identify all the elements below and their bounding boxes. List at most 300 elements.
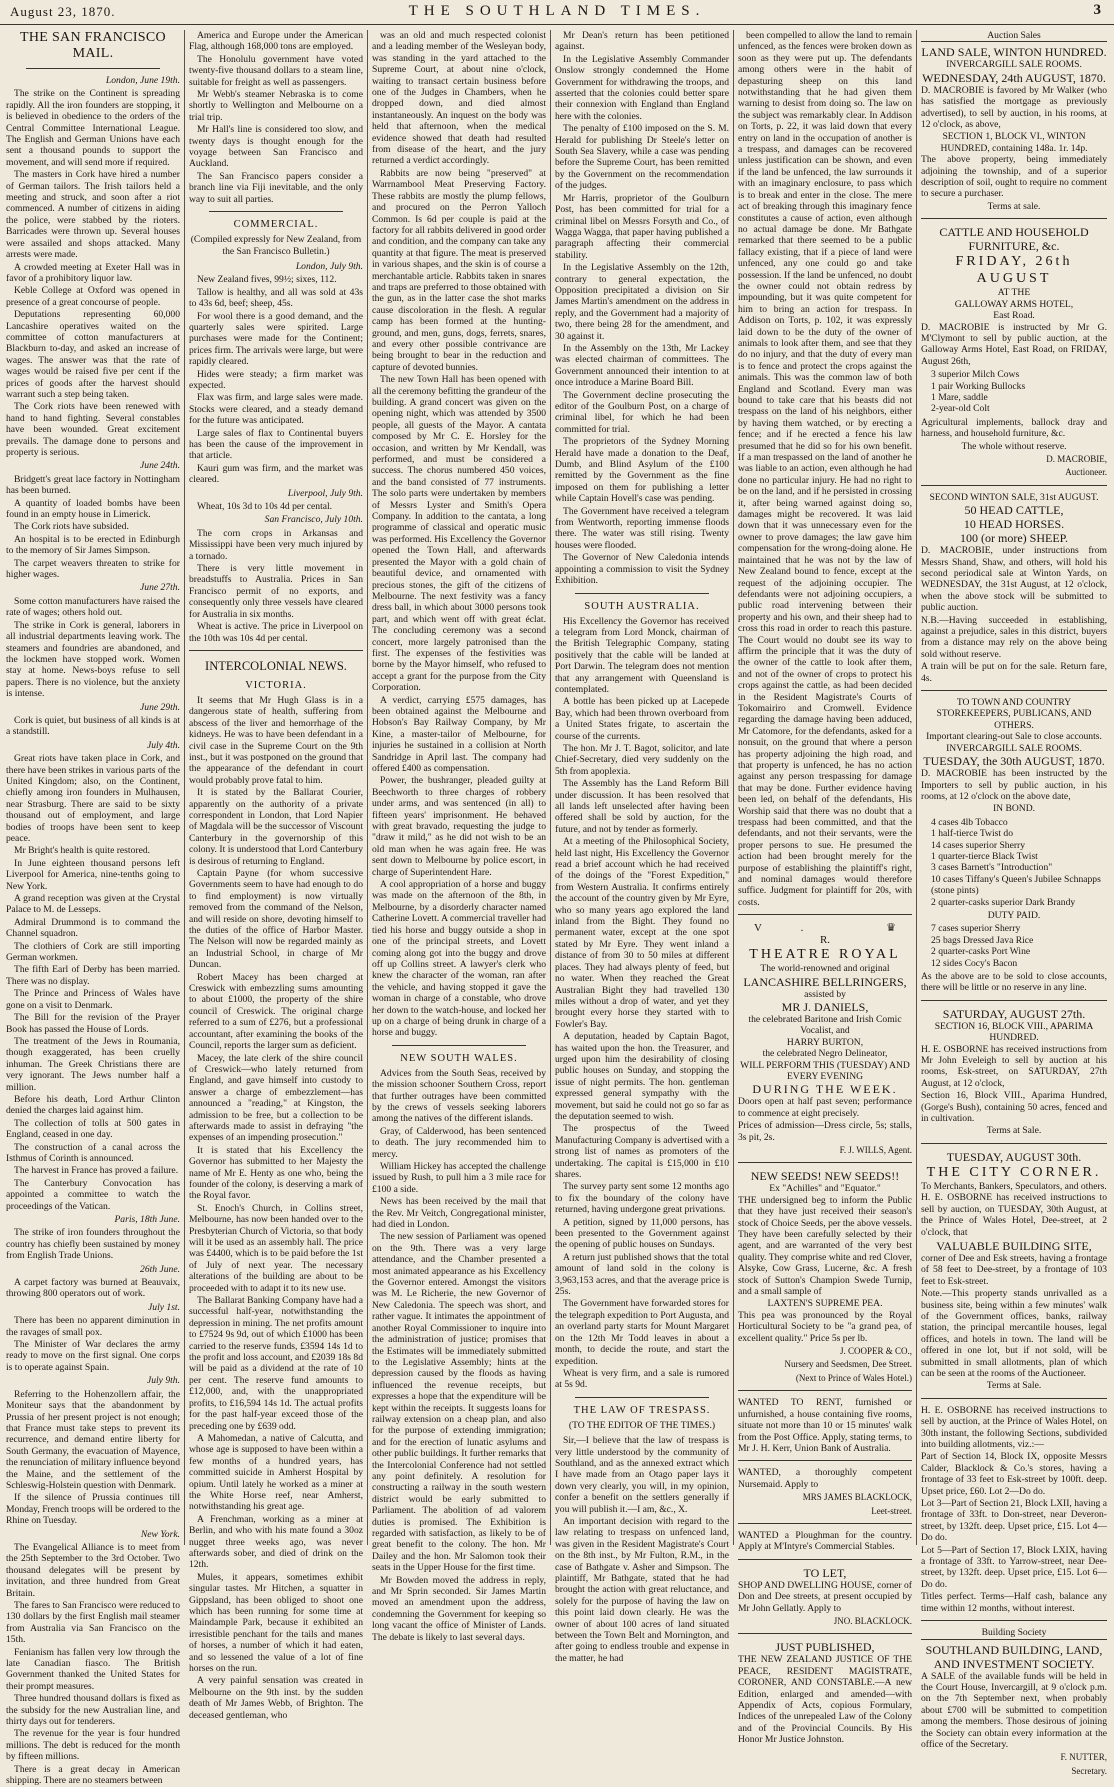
paragraph: Robert Macey has been charged at Creswick with embezzling sums amounting to about £1000, the property of the shire council of Creswick. The original charge referred to a sum of £276, but a professional accountant, after examining the books of the Council, reports the larger sum as deficient. bbox=[189, 971, 363, 1052]
seeds-sub: Ex "Achilles" and "Equator." bbox=[769, 1183, 881, 1195]
page-number: 3 bbox=[1093, 2, 1102, 18]
paragraph: The Government have forwarded stores for the telegraph expedition to Port Augusta, and an overland party starts for Mount Margaret on the 12th Mr Todd leaves in about a month, to decide the route, and start the expedition. bbox=[555, 1298, 729, 1367]
divider bbox=[575, 593, 709, 594]
section-title: VICTORIA. bbox=[245, 679, 307, 691]
theatre-line: the celebrated Baritone and Irish Comic Vocalist, and bbox=[748, 1013, 902, 1037]
paragraph: The strike of iron founders throughout the country has chiefly been sustained by money from English Trade Unions. bbox=[6, 1227, 180, 1262]
section-header: Building Society bbox=[921, 1627, 1107, 1639]
paragraph: Hides were steady; a firm market was expected. bbox=[189, 368, 363, 391]
ad-line: Section 16, Block VIII., Aparima Hundred, (Gorge's Bush), containing 50 acres, fenced and in cultivation. bbox=[921, 1090, 1107, 1125]
para-group bbox=[189, 501, 363, 512]
divider bbox=[738, 1559, 912, 1560]
para-group bbox=[6, 1542, 180, 1787]
para-group bbox=[6, 1227, 180, 1261]
ad-rooms: INVERCARGILL SALE ROOMS. bbox=[946, 742, 1082, 754]
paragraph: The clothiers of Cork are still importing German workmen. bbox=[6, 940, 180, 964]
dateline: Paris, 18th June. bbox=[114, 1214, 180, 1225]
column-rule bbox=[733, 30, 734, 1545]
paragraph: Mr Bright's health is quite restored. bbox=[14, 845, 151, 857]
ad-sig: D. MACROBIE, bbox=[1046, 453, 1107, 464]
paragraph: Great riots have taken place in Cork, and there have been strikes in various parts of the United Kingdom; also, on the Continent, chiefly among iron founders in Mulhausen, near Strasburg. There are said to be sixty thousand out of employment, and large bodies of troops have been sent to keep peace. bbox=[6, 753, 180, 844]
paragraph: Advices from the South Seas, received by the mission schooner Southern Cross, report that further outrages have been committed by the crews of vessels seeking laborers among the natives of the different islands. bbox=[372, 1067, 546, 1125]
para-group bbox=[189, 274, 363, 485]
auction-ad bbox=[921, 1405, 1107, 1614]
paragraph: The Assembly has the Land Reform Bill under discussion. It has been resolved that all lands left unselected after having been offered shall be sold by auction, for the future, and not by tender as formerly. bbox=[555, 778, 729, 835]
ad-body: D. MACROBIE is favored by Mr Walker (who has satisfied the mortgage as previously advertised), to sell by auction, in his rooms, at 12 o'clock, as above, bbox=[921, 84, 1107, 131]
list-item: 2-year-old Colt bbox=[931, 403, 990, 415]
paragraph: A deputation, headed by Captain Bagot, has waited upon the hon. the Treasurer, and urged upon him the desirability of closing public houses on Sunday, and stopping the issue of night permits. The hon. gentleman expressed general sympathy with the movement, but said he could not go so far as the deputation seemed to wish. bbox=[555, 1031, 729, 1122]
ad-body: D. MACROBIE has been instructed by the Importers to sell by public auction, in his rooms, at 12 o'clock on the above date, bbox=[921, 768, 1107, 802]
paragraph: Captain Payne (for whom successive Governments seem to have had enough to do to find employment) is now virtually removed from the command of the Nelson, and will reside on shore, devoting himself to the duties of the office of Harbor Master. The Nelson will now be regarded mainly as an Industrial School, in charge of Mr Duncan. bbox=[189, 868, 363, 971]
paragraph: The proprietors of the Sydney Morning Herald have made a donation to the Deaf, Dumb, and Blind Asylum of the £100 remitted by the Government as the fine imposed on them for publishing a letter while Captain Hovell's case was pending. bbox=[555, 436, 729, 505]
column-rule bbox=[367, 30, 368, 1545]
dateline: London, July 9th. bbox=[295, 260, 363, 272]
masthead bbox=[0, 0, 1114, 25]
divider bbox=[738, 914, 912, 915]
wanted-sig: Leet-street. bbox=[871, 1505, 912, 1516]
para-group bbox=[6, 753, 180, 1212]
para-group bbox=[6, 1315, 180, 1373]
ad-line: AT THE bbox=[997, 287, 1031, 299]
ad-title: SECTION 16, BLOCK VIII., APARIMA HUNDRED. bbox=[934, 1020, 1094, 1044]
para-group bbox=[189, 528, 363, 644]
seeds-line: LAXTEN'S SUPREME PEA. bbox=[767, 1298, 883, 1310]
list-item: 2 quarter-casks superior Dark Brandy bbox=[931, 896, 1076, 908]
section-title: THE LAW OF TRESPASS. bbox=[573, 1404, 711, 1416]
wanted-advert bbox=[738, 1530, 912, 1553]
column-3 bbox=[372, 30, 546, 1643]
list-item: 25 bags Dressed Java Rice bbox=[931, 934, 1034, 946]
paragraph: The hon. Mr J. T. Bagot, solicitor, and late Chief-Secretary, died very suddenly on the 5th from apoplexia. bbox=[555, 742, 729, 777]
para-group bbox=[555, 1435, 729, 1664]
paragraph: The revenue for the year is four hundred millions. The debt is reduced for the month by fifteen millions. bbox=[6, 1728, 180, 1763]
paragraph: In June eighteen thousand persons left Liverpool for America, nine-tenths going to New York. bbox=[6, 857, 180, 892]
paragraph: The Ballarat Banking Company have had a successful half-year, notwithstanding the depression in mining. The net profits amount to £7524 9s 9d, out of which £1000 has been carried to the reserve funds, £3594 14s 1d to the profit and loss account, and £2039 18s 8d will be paid as a dividend at the rate of 10 per cent. The reserve fund amounts to £12,000, and, with the unappropriated profits, to £16,594 14s 1d. The actual profits for the past half-year exceed those of the preceding one by £639 odd. bbox=[189, 1295, 363, 1432]
divider bbox=[738, 1460, 912, 1461]
paragraph: The strike on the Continent is spreading rapidly. All the iron founders are stopping, it is believed in obedience to the orders of the Central Committee International League. The English and German Unions have each sent a thousand pounds to support the movement, and will send more if required. bbox=[6, 88, 180, 168]
divider bbox=[921, 1620, 1107, 1621]
article-title: THE SAN FRANCISCO MAIL. bbox=[20, 30, 166, 61]
seeds-sig: Nursery and Seedsmen, Dee Street. bbox=[784, 1359, 912, 1370]
list-item: 1 Mare, saddle bbox=[931, 391, 988, 403]
list-item: 3 cases Barnett's "Introduction" bbox=[931, 862, 1053, 874]
ad-terms: Terms at Sale. bbox=[986, 1125, 1042, 1137]
para-group bbox=[555, 616, 729, 1391]
ad-items bbox=[931, 923, 1107, 969]
paragraph: The treatment of the Jews in Roumania, though exaggerated, has been cruelly inhuman. The Greek Christians there are very ignorant. The Jews number half a million. bbox=[6, 1035, 180, 1093]
divider bbox=[738, 1633, 912, 1634]
paragraph: The survey party sent some 12 months ago to fix the boundary of the colony have returned, having undergone great privations. bbox=[555, 1181, 729, 1216]
paragraph: The Government have received a telegram from Wentworth, reporting immense floods there. The water was still rising. Twenty houses were flooded. bbox=[555, 505, 729, 551]
paragraph: Large sales of flax to Continental buyers has been the cause of the improvement in that article. bbox=[189, 427, 363, 462]
ad-title: CATTLE AND HOUSEHOLD FURNITURE, &c. bbox=[939, 225, 1089, 254]
ad-line: 100 (or more) SHEEP. bbox=[960, 531, 1068, 546]
ad-date: SATURDAY, AUGUST 27th. bbox=[942, 1006, 1086, 1021]
wanted-text: WANTED TO RENT, furnished or unfurnished, a house containing five rooms, situate not more than 10 or 15 minutes' walk from the Post Office. Apply, stating terms, to Mr J. H. Kerr, Union Bank of Australia. bbox=[738, 1397, 912, 1454]
paragraph: A crowded meeting at Exeter Hall was in favor of a prohibitory liquor law. bbox=[6, 261, 180, 284]
ad-items bbox=[931, 369, 1107, 415]
society-ad bbox=[921, 1627, 1107, 1777]
dateline: June 24th. bbox=[140, 460, 180, 472]
paragraph: If the silence of Prussia continues till Monday, French troops will be ordered to the Rhine on Tuesday. bbox=[6, 1492, 180, 1527]
ad-line: corner of Dee and Esk streets, having a frontage of 58 feet to Dee-street, by a frontage of 103 feet to Esk-street. bbox=[921, 1252, 1107, 1287]
section-subtitle: (TO THE EDITOR OF THE TIMES.) bbox=[568, 1419, 716, 1431]
divider bbox=[921, 690, 1107, 691]
list-item: 4 cases 4lb Tobacco bbox=[931, 816, 1008, 828]
paragraph: The penalty of £100 imposed on the S. M. Herald for publishing Dr Steele's letter on South Sea Slavery, while a case was pending before the Supreme Court, has been remitted by the Government on the recommendation of the judges. bbox=[555, 123, 729, 192]
list-item: 1 quarter-tierce Black Twist bbox=[931, 850, 1038, 862]
paragraph: The Cork riots have been renewed with hand to hand fighting. Several constables have been wounded. Great excitement prevails. The damage done to persons and property is serious. bbox=[6, 401, 180, 458]
ad-title: SECOND WINTON SALE, 31st AUGUST. bbox=[929, 491, 1099, 503]
paragraph: Part of Section 14, Block IX, opposite Messrs Calder, Blacklock & Co.'s stores, having a frontage of 33 feet to Esk-street by 100ft. deep. Upset price, £60. Lot 2—Do do. bbox=[921, 1451, 1107, 1497]
paragraph: The strike in Cork is general, laborers in all industrial departments leaving work. The steamers and foundries are abandoned, and the lockmen have stopped work. Women stay at home. News-boys refuse to sell papers. There is no violence, but the anxiety is intense. bbox=[6, 619, 180, 700]
paragraph: A Mahomedan, a native of Calcutta, and whose age is supposed to have been within a few months of a hundred years, has committed suicide in Amherst Hospital by opium. Until lately he worked as a miner at the White Horse reef, near Amherst, notwithstanding his great age. bbox=[189, 1432, 363, 1513]
ad-line: The above property, being immediately adjoining the township, and of a superior description of soil, ought to require no comment to secure a purchaser. bbox=[921, 154, 1107, 200]
paragraph: There is a great decay in American shipping. There are no steamers between bbox=[6, 1763, 180, 1787]
ad-body: A SALE of the available funds will be held in the Court House, Invercargill, at 9 o'clock p.m. on the 7th September next, when probably about £700 will be submitted to competition among the members. Those desirous of joining the Society can obtain every information at the office of the Secretary. bbox=[921, 1670, 1107, 1750]
paragraph: Lot 5—Part of Section 17, Block LXIX, having a frontage of 33ft. to Yarrow-street, near Dee-street, by 132ft. deep. Upset price, £15. Lot 6—Do do. bbox=[921, 1544, 1107, 1590]
ad-line: Note.—This property stands unrivalled as a business site, being within a few minutes' walk of the Government offices, banks, railway station, the principal mercantile houses, legal offices, and hotels in town. The land will be offered in one lot, but if not sold, will be submitted in small allotments, plan of which can be seen at the rooms of the Auctioneer. bbox=[921, 1288, 1107, 1379]
ad-line: As the above are to be sold to close accounts, there will be little or no reserve in any line. bbox=[921, 971, 1107, 994]
auction-ad bbox=[921, 492, 1107, 684]
paragraph: Tallow is healthy, and all was sold at 43s to 43s 6d, beef; sheep, 45s. bbox=[189, 286, 363, 310]
divider bbox=[738, 1162, 912, 1163]
paragraph: Kauri gum was firm, and the market was cleared. bbox=[189, 462, 363, 486]
section-title: INTERCOLONIAL NEWS. bbox=[205, 658, 347, 673]
seeds-advert bbox=[738, 1169, 912, 1384]
ad-rooms: INVERCARGILL SALE ROOMS. bbox=[946, 59, 1082, 71]
list-item: 2 quarter-casks Port Wine bbox=[931, 946, 1031, 958]
theatre-line: DURING THE WEEK. bbox=[752, 1082, 898, 1097]
paragraph: A return just published shows that the total amount of land sold in the colony is 3,963,153 acres, and that the average price is 25s. bbox=[555, 1251, 729, 1298]
paragraph: Admiral Drummond is to command the Channel squadron. bbox=[6, 916, 180, 940]
ad-line: DUTY PAID. bbox=[987, 909, 1041, 921]
ad-line: SECTION 1, BLOCK VI., WINTON HUNDRED, containing 148a. 1r. 14p. bbox=[940, 131, 1088, 154]
column-5 bbox=[738, 30, 912, 1746]
auction-ad bbox=[921, 697, 1107, 994]
ad-date: FRIDAY, 26th AUGUST bbox=[955, 254, 1073, 287]
divider bbox=[921, 1398, 1107, 1399]
wanted-advert bbox=[738, 1467, 912, 1517]
list-item: 1 pair Working Bullocks bbox=[931, 380, 1026, 392]
seeds-sig: J. COOPER & CO., bbox=[839, 1346, 912, 1357]
paragraph: Flax was firm, and large sales were made. Stocks were cleared, and a steady demand for the future was anticipated. bbox=[189, 392, 363, 427]
theatre-title: THEATRE ROYAL bbox=[749, 947, 901, 963]
dateline: July 9th. bbox=[146, 1375, 180, 1387]
ad-title: LAND SALE, WINTON HUNDRED. bbox=[921, 45, 1107, 60]
paragraph: The corn crops in Arkansas and Mississippi have been very much injured by a tornado. bbox=[189, 527, 363, 562]
auction-ad bbox=[921, 225, 1107, 479]
paragraph: The new session of Parliament was opened on the 9th. There was a very large attendance, and the Chamber presented a most animated appearance as his Excellency the Governor entered. Amongst the visitors was M. Le Richerie, the new Governor of New Caledonia. The speech was short, and rather vague. It intimates the appointment of another Royal Commissioner to inquire into the administration of justice; promises that the Estimates will be immediately submitted to the Legislative Assembly; hints at the depression caused by the floods as having influenced the revenue receipts, but expresses a hope that the expenditure will be kept within the receipts. It suggests loans for railway extension on a cheap plan, and also for the purpose of extending immigration; and for the erection of lunatic asylums and other public buildings. It further remarks that the Intercolonial Conference had not settled any point definitely. A resolution for constructing a railway in the south western district would be early submitted to Parliament. The abolition of ad valorem duties is promised. The Exhibition is regarded with satisfaction, as likely to be of great benefit to the colony. The hon. Mr Dailey and the hon. Mr Salomon took their seats in the Upper House for the first time. bbox=[372, 1231, 546, 1574]
section-title: NEW SOUTH WALES. bbox=[400, 1052, 518, 1064]
column-rule bbox=[916, 30, 917, 1545]
tolet-advert bbox=[738, 1566, 912, 1628]
paragraph: New Zealand fives, 99½; sixes, 112. bbox=[197, 274, 337, 286]
paragraph: News has been received by the mail that the Rev. Mr Veitch, Congregational minister, had died in London. bbox=[372, 1196, 546, 1231]
ad-line: 10 HEAD HORSES. bbox=[963, 517, 1065, 532]
paragraph: Lot 3—Part of Section 21, Block LXII, having a frontage of 33ft. to Don-street, near Deveron-street, by 132ft. deep. Upset price, £15. Lot 4—Do do. bbox=[921, 1498, 1107, 1544]
paragraph: America and Europe under the American Flag, although 168,000 tons are employed. bbox=[189, 30, 363, 53]
paragraph: There is very little movement in breadstuffs to Australia. Prices in San Francisco permit of no exports, and consequently only three vessels have cleared for Australia in six months. bbox=[189, 563, 363, 620]
dateline: San Francisco, July 10th. bbox=[264, 514, 363, 526]
paragraph: Fenianism has fallen very low through the late Canadian fiasco. The British Government thanked the United States for their prompt measures. bbox=[6, 1646, 180, 1692]
para-group bbox=[372, 30, 546, 1039]
section-title: COMMERCIAL. bbox=[233, 219, 319, 231]
para-group bbox=[372, 1068, 546, 1643]
paragraph: Mr Webb's steamer Nebraska is to come shortly to Wellington and Melbourne on a trial trip. bbox=[189, 89, 363, 123]
ad-line: A train will be put on for the sale. Return fare, 4s. bbox=[921, 661, 1107, 684]
theatre-line: Prices of admission—Dress circle, 5s; stalls, 3s pit, 2s. bbox=[738, 1120, 912, 1143]
paragraph: Cork is quiet, but business of all kinds is at a standstill. bbox=[6, 714, 180, 738]
paragraph: In the Legislative Assembly Commander Onslow strongly condemned the Home Government for withdrawing the troops, and asserted that the colonies could better spare their connexion with England than England here with the colonies. bbox=[555, 53, 729, 122]
paragraph: The San Francisco papers consider a branch line via Fiji inevitable, and the only way to suit all parties. bbox=[189, 170, 363, 205]
paragraph: Some cotton manufacturers have raised the rate of wages; others hold out. bbox=[6, 595, 180, 619]
theatre-line: MR J. DANIELS, bbox=[781, 999, 869, 1014]
dateline: June 27th. bbox=[140, 582, 180, 594]
dateline: 26th June. bbox=[140, 1263, 180, 1275]
paragraph: A verdict, carrying £575 damages, has been obtained against the Melbourne and Hobson's Bay Railway Company, by Mr Kine, a master-tailor of Melbourne, for injuries he sustained in a collision at North Sandridge in April last. The company had offered £400 as compensation. bbox=[372, 694, 546, 774]
ad-lots bbox=[921, 1451, 1107, 1590]
ad-line: The whole without reserve. bbox=[961, 440, 1067, 452]
ad-line: East Road. bbox=[993, 310, 1035, 322]
paragraph: For wool there is a good demand, and the quarterly sales were spirited. Large purchases were made for the Continent; prices firm. The arrivals were large, but were rapidly cleared. bbox=[189, 310, 363, 368]
column-2 bbox=[189, 30, 363, 1721]
list-item: 3 superior Milch Cows bbox=[931, 369, 1020, 381]
theatre-line: Doors open at half past seven; performance to commence at eight precisely. bbox=[738, 1096, 912, 1119]
paragraph: was an old and much respected colonist and a leading member of the Wesleyan body, was standing in the yard attached to the Supreme Court, at about nine o'clock, waiting to transact certain business before one of the Judges in Chambers, when he dropped down, and died almost instantaneously. An inquest on the body was held that afternoon, when the medical evidence showed that death had resulted from disease of the heart, and the jury returned a verdict accordingly. bbox=[372, 30, 546, 167]
paragraph: The Bill for the revision of the Prayer Book has passed the House of Lords. bbox=[6, 1012, 180, 1035]
column-6 bbox=[921, 30, 1107, 1776]
paragraph: The Governor of New Caledonia intends appointing a commission to visit the Sydney Exhibition. bbox=[555, 552, 729, 587]
wanted-advert bbox=[738, 1397, 912, 1454]
publication-body: THE NEW ZEALAND JUSTICE OF THE PEACE, RESIDENT MAGISTRATE, CORONER, AND CONSTABLE.—A new Edition, enlarged and amended—with Appendix of Acts, copious Formulary, Indices of the unrepealed Law of the Colony and of the Provincial Councils. By His Honor Mr Justice Johnston. bbox=[738, 1654, 912, 1746]
paragraph: A carpet factory was burned at Beauvaix, throwing 800 operators out of work. bbox=[6, 1277, 180, 1300]
paragraph: In the Assembly on the 13th, Mr Lackey was elected chairman of committees. The Government announced their intention to at once introduce a Marine Board Bill. bbox=[555, 342, 729, 389]
paragraph: The masters in Cork have hired a number of German tailors. The Irish tailors held a meeting and struck, and soon after a riot commenced. A number of citizens in aiding the police, were stabbed by the rioters. Barricades were thrown up. Several houses were assailed and shops attacked. Many arrests were made. bbox=[6, 169, 180, 261]
seeds-body: THE undersigned beg to inform the Public that they have just received their season's stock of Choice Seeds, per the above vessels. They have been carefully selected by their agent, and are warranted of the very best quality. They comprise white and red Clover, Alsyke, Cow Grass, Lucerne, &c. A fresh stock of Sutton's Champion Swede Turnip, and a small sample of bbox=[738, 1194, 912, 1298]
ad-sig: Auctioneer. bbox=[1065, 467, 1107, 478]
dateline: June 29th. bbox=[140, 701, 180, 713]
paragraph: Mr Harris, proprietor of the Goulburn Post, has been committed for trial for a criminal libel on Messrs Forsyth and Co., of Wagga Wagga, that paper having published a paragraph affecting their commercial stability. bbox=[555, 192, 729, 261]
column-rule bbox=[550, 30, 551, 1545]
paragraph: St. Enoch's Church, in Collins street, Melbourne, has now been handed over to the Presbyterian Church of Victoria, so that body will it be used as an assembly hall. The price was £4400, which is to be paid before the 1st of July of next year. The necessary alterations of the building are about to be proceeded with to adapt it to its new use. bbox=[189, 1202, 363, 1294]
ad-terms: Terms at sale. bbox=[987, 200, 1041, 212]
royal-crest bbox=[738, 923, 912, 946]
column-4 bbox=[555, 30, 729, 1664]
theatre-line: HARRY BURTON, bbox=[786, 1036, 864, 1048]
para-group bbox=[6, 474, 180, 581]
divider bbox=[189, 650, 363, 651]
paragraph: The Evangelical Alliance is to meet from the 25th September to the 3rd October. Two thousand delegates will be present by invitation, and three hundred from Great Britain. bbox=[6, 1541, 180, 1599]
publication-advert bbox=[738, 1640, 912, 1745]
ad-terms: Terms at Sale. bbox=[986, 1380, 1042, 1392]
para-group bbox=[189, 695, 363, 1721]
wanted-sig: MRS JAMES BLACKLOCK, bbox=[802, 1492, 912, 1503]
tolet-body: SHOP AND DWELLING HOUSE, corner of Don and Dee streets, at present occupied by Mr John Gellatly. Apply to bbox=[738, 1579, 912, 1614]
wanted-text: WANTED, a thoroughly competent Nursemaid. Apply to bbox=[738, 1467, 912, 1490]
paragraph: Gray, of Calderwood, has been sentenced to death. The jury recommended him to mercy. bbox=[372, 1125, 546, 1160]
ad-line: N.B.—Having succeeded in establishing, against a prejudice, sales in this district, buyers from a distance may rely on the above being sold without reserve. bbox=[921, 614, 1107, 660]
paragraph: A quantity of loaded bombs have been found in an empty house in Limerick. bbox=[6, 497, 180, 521]
paragraph: A bottle has been picked up at Lacepede Bay, which had been thrown overboard from a United States frigate, to ascertain the course of the currents. bbox=[555, 696, 729, 742]
ad-body: D. MACROBIE, under instructions from Messrs Shand, Shaw, and others, will hold his second periodical sale at Winton Yards, on WEDNESDAY, the 31st August, at 12 o'clock, when the above stock will be submitted to public auction. bbox=[921, 545, 1107, 614]
para-group bbox=[738, 30, 912, 908]
para-group bbox=[555, 30, 729, 587]
ad-body: H. E. OSBORNE has received instructions to sell by auction, at the Prince of Wales Hotel, on 30th instant, the following Sections, subdivided into building allotments, viz.:— bbox=[921, 1404, 1107, 1450]
paragraph: A petition, signed by 11,000 persons, has been presented to the Government against the opening of public houses on Sundays. bbox=[555, 1216, 729, 1251]
auction-ad bbox=[921, 1007, 1107, 1137]
divider bbox=[921, 1000, 1107, 1001]
paragraph: Keble College at Oxford was opened in presence of a great concourse of people. bbox=[6, 285, 180, 308]
column-1 bbox=[6, 30, 180, 1787]
ad-date: TUESDAY, the 30th AUGUST, 1870. bbox=[923, 754, 1105, 769]
seeds-sig: (Next to Prince of Wales Hotel.) bbox=[795, 1372, 912, 1383]
divider bbox=[209, 211, 343, 212]
ad-title: TO TOWN AND COUNTRY STOREKEEPERS, PUBLICANS, AND OTHERS. bbox=[936, 697, 1092, 731]
paragraph: An important decision with regard to the law relating to trespass on unfenced land, was given in the Resident Magistrate's Court on the 8th inst., by Mr Fulton, R.M., in the case of Bathgate v. Asher and Simpson. The plaintiff, Mr Bathgate, stated that he had brought the action with great reluctance, and solely for the purpose of having the law on this point laid down clearly. He was the owner of about 100 acres of land situated between the Town Belt and Mornington, and after going to endless trouble and expense in the matter, he had bbox=[555, 1515, 729, 1664]
ad-sig: F. NUTTER, bbox=[1060, 1752, 1107, 1763]
ad-line: IN BOND. bbox=[992, 803, 1036, 815]
newspaper-title: THE SOUTHLAND TIMES. bbox=[408, 3, 706, 19]
paragraph: Power, the bushranger, pleaded guilty at Beechworth to three charges of robbery under arms, and was sentenced (in all) to fifteen years' imprisonment. He behaved with great bravado, requesting the judge to "draw it mild," as he did not wish to be an old man when he was again free. He was sent down to Melbourne by police escort, in charge of Superintendent Hare. bbox=[372, 775, 546, 878]
paragraph: It seems that Mr Hugh Glass is in a dangerous state of health, suffering from abscess of the liver and hemorrhage of the kidneys. He was to have been defendant in a civil case in the Supreme Court on the 9th inst., but it was postponed on the ground that the appearance of the defendant in court would probably prove fatal to him. bbox=[189, 694, 363, 786]
paragraph: It is stated that his Excellency the Governor has submitted to her Majesty the name of Mr E. Henty as one who, being the founder of the colony, is deserving a mark of the Royal favor. bbox=[189, 1144, 363, 1202]
paragraph: The fifth Earl of Derby has been married. There was no display. bbox=[6, 964, 180, 987]
dateline: London, June 19th. bbox=[105, 75, 180, 86]
paragraph: Wheat is active. The price in Liverpool on the 10th was 10s 4d per cental. bbox=[189, 621, 363, 644]
tolet-sig: JNO. BLACKLOCK. bbox=[833, 1615, 912, 1626]
paragraph: Before his death, Lord Arthur Clinton denied the charges laid against him. bbox=[6, 1093, 180, 1117]
paragraph: Macey, the late clerk of the shire council of Creswick—who lately returned from England, and gave himself into custody to answer a charge of embezzlement—has announced a "reading," at Kingston, the admission to be free, but a collection to be afterwards made to assist in defraying "the expenses of an impending prosecution." bbox=[189, 1052, 363, 1144]
paragraph: It is stated by the Ballarat Courier, apparently on the authority of a private correspondent in London, that Lord Napier of Magdala will be the successor of Viscount Canterbury in the governorship of this colony. It is understood that Lord Canterbury is desirous of returning to England. bbox=[189, 787, 363, 867]
paragraph: A Frenchman, working as a miner at Berlin, and who with his mate found a 30oz nugget three weeks ago, was never afterwards sober, and died of drink on the 12th. bbox=[189, 1513, 363, 1571]
paragraph: Bridgett's great lace factory in Nottingham has been burned. bbox=[6, 473, 180, 497]
ad-sub: To Merchants, Bankers, Speculators, and others. bbox=[921, 1180, 1107, 1192]
dateline: New York. bbox=[140, 1528, 180, 1540]
theatre-line: The world-renowned and original bbox=[760, 963, 890, 975]
para-group bbox=[6, 1277, 180, 1300]
theatre-agent: F. J. WILLS, Agent. bbox=[839, 1144, 912, 1155]
paragraph: The Honolulu government have voted twenty-five thousand dollars to a steam line, suitable for freight as well as passengers. bbox=[189, 53, 363, 88]
ad-line: Agricultural implements, ballock dray and harness, and household furniture, &c. bbox=[921, 416, 1107, 440]
ad-sub: Important clearing-out Sale to close accounts. bbox=[926, 731, 1102, 743]
paragraph: In the Legislative Assembly on the 12th, contrary to general expectation, the Opposition precipitated a division on Sir James Martin's amendment on the address in reply, and the Government had a majority of two, there being 28 for the amendment, and 30 against it. bbox=[555, 262, 729, 342]
para-group bbox=[6, 596, 180, 700]
theatre-advert bbox=[738, 923, 912, 1156]
paragraph: Mules, it appears, sometimes exhibit singular tastes. Mr Hitchen, a squatter in Gippsland, has been obliged to shoot one which has been running for some time at Maindample Park, because it exhibited an irresistible penchant for the tails and manes of horses, a number of which it had eaten, and so lessened the value of a lot of fine horses on the run. bbox=[189, 1571, 363, 1675]
paragraph: The new Town Hall has been opened with all the ceremony befitting the grandeur of the building. A grand concert was given on the opening night, which was attended by 3500 people, all guests of the Mayor. A cantata composed by Mr C. E. Horsley for the occasion, and written by Mr Kendall, was performed, and must be considered a success. The chorus numbered 450 voices, and the band consisted of 77 instruments. The solo parts were undertaken by members of Messrs Lyster and Smith's Opera Company. In addition to the cantata, a long programme of classical and operatic music was performed. His Excellency the Governor opened the Town Hall, and afterwards presented the Mayor with a gold chain of beautiful device, and ornamented with precious stones, the gift of the citizens of Melbourne. The next festivity was a fancy dress ball, in which about 3000 persons took part, and which went off with great éclat. The concluding ceremony was a second concert, more largely patronised than the first. The expenses of the festivities was borne by the Mayor himself, who refused to accept a grant for the purpose from the City Corporation. bbox=[372, 374, 546, 694]
crest-letter-v: V. bbox=[754, 922, 844, 935]
crest-letter-r: R. bbox=[819, 933, 831, 946]
list-item: 7 cases superior Sherry bbox=[931, 923, 1021, 935]
ad-title: THE CITY CORNER. bbox=[926, 1164, 1102, 1180]
divider bbox=[392, 1045, 526, 1046]
auction-ad bbox=[921, 30, 1107, 212]
theatre-line: LANCASHIRE BELLRINGERS, bbox=[743, 974, 907, 989]
list-item: 12 sides Cocy's Bacon bbox=[931, 957, 1018, 969]
list-item: 14 cases superior Sherry bbox=[931, 839, 1026, 851]
paragraph: The construction of a canal across the Isthmus of Corinth is announced. bbox=[6, 1141, 180, 1164]
ad-title: SOUTHLAND BUILDING, LAND, AND INVESTMENT SOCIETY. bbox=[925, 1642, 1103, 1671]
paragraph: Mr Bowden moved the address in reply, and Mr Sprin seconded. Sir James Martin moved an amendment upon the address, condemning the Government for keeping so long vacant the office of Minister of Lands. The debate is likely to last several days. bbox=[372, 1574, 546, 1643]
ad-body: H. E. OSBORNE has received instructions from Mr John Eveleigh to sell by auction at his rooms, Esk-street, on SATURDAY, 27th August, at 12 o'clock, bbox=[921, 1043, 1107, 1089]
seeds-title: NEW SEEDS! NEW SEEDS!! bbox=[750, 1169, 900, 1184]
ad-date: WEDNESDAY, 24th AUGUST, 1870. bbox=[922, 70, 1106, 85]
crown-icon: ♛ bbox=[886, 922, 896, 935]
seeds-line: This pea was pronounced by the Royal Horticultural Society to be "a grand pea, of excellent quality." Price 5s per lb. bbox=[738, 1309, 912, 1344]
paragraph: A cool appropriation of a horse and buggy was made on the afternoon of the 8th, in Melbourne, by a disorderly character named Catherine Lovett. A commercial traveller had tied his horse and buggy outside a shop in one of the principal streets, and Lovett coming along got into the buggy and drove off up Collins street. A lawyer's clerk who knew the character of the woman, ran after the vehicle, and having stopped it gave the woman in charge of a constable, who drove her down to the watch-house, and locked her up on a charge of being drunk in charge of a horse and buggy. bbox=[372, 879, 546, 1039]
paragraph: His Excellency the Governor has received a telegram from Lord Monck, chairman of the British Telegraphic Company, stating positively that the cable will be landed at Port Darwin. The telegram does not mention that any arrangement with Queensland is contemplated. bbox=[555, 615, 729, 695]
paragraph: At a meeting of the Philosophical Society, held last night, His Excellency the Governor read a brief account which he had received of the doings of the "Forest Expedition," from Western Australia. It confirms entirely the account of the country given by Mr Eyre, who so many years ago explored the land inland from the Bight. They found no permanent water, except at the one spot stated by Mr Eyre. They went inland a distance of from 30 to 50 miles at different places. They had always plenty of feed, but no water. When they reached the Great Australian Bight they had travelled 130 miles without a drop of water, and yet they brought every horse they started with to Fowler's Bay. bbox=[555, 836, 729, 1030]
ad-line: GALLOWAY ARMS HOTEL, bbox=[954, 298, 1074, 310]
paragraph: been compelled to allow the land to remain unfenced, as the fences were broken down as soon as they were put up. The defendants among others were in the habit of depasturing sheep on this land notwithstanding that he had given them warning to desist from doing so. The law on the subject was remarkably clear. In Addison on Torts, p. 22, it was laid down that every entry on land in the occupation of another is a trespass, and damages can be recovered unless justification can be shown, and even if the land be unfenced, the law surrounds it with an imaginary enclosure, to pass which is to break and enter in the close. The mere act of breaking through this imaginary fence constitutes a cause of action, even although no actual damage be done. Mr Bathgate remarked that there seemed to be a public fallacy existing, that if a piece of land were unfenced, any one could go and take possession. If the land be unfenced, no doubt the owner could not obtain redress by impounding, but it was quite competent for him to bring an action for trespass. In Addison on Torts, p. 102, it was expressly laid down to be the duty of the owner of animals to look after them, and see that they do no injury, and that the duty of every man is to fence and protect the crops against the animals. This was the common law of both England and Scotland. Every man was bound to take care that his beasts did not trespass on the land of his neighbors, either by having them watched, or by erecting a fence; and if he erected a fence his law presumed that he did so for his own benefit. If a man trespassed on the land of another he was liable to an action, even although he had done no particular injury. He had no right to be on the land, and if he persisted in crossing it, after being warned against doing so, damages might be recovered. It was laid down that it was unnecessary even for the owner to prove damages; the law gave him compensation for the wrong-doing alone. He maintained that he was not by the law of New Zealand bound to fence, except at the request of the adjoining occupier. The defendants were not adjoining occupiers, a public road intervening between their property and his own, and their sheep had to cross this road in order to reach this pasture. The Court would no doubt see its way to affirm the principle that it was the duty of the owner of the cattle to look after them, and not of the owner of crops to protect his crops against the cattle, as had been decided in the Resident Magistrate's Courts of Tokomairiro and Cromwell. Evidence regarding the damage having been adduced, Mr Catomore, for the defendants, asked for a nonsuit, on the ground that where a person has property adjoining the high road, and that property is unfenced, he has no action against any person trespassing for damage that may be done. Further evidence having been led, on behalf of the defendants, His Worship said that there was no doubt that a trespass had been committed, and that the defendants, and not their servants, were the proper persons to sue. He presumed the action had been brought merely for the purpose of establishing the plaintiff's right, and nominal damages would therefore suffice. Judgment for plaintiff for 20s, with costs. bbox=[738, 30, 912, 908]
divider bbox=[26, 68, 160, 69]
paragraph: The carpet weavers threaten to strike for higher wages. bbox=[6, 557, 180, 581]
tolet-title: TO LET, bbox=[803, 1565, 847, 1580]
paragraph: Deputations representing 60,000 Lancashire operatives waited on the committee of cotton manufacturers at Blackburn to-day, and asked an increase of wages. The answer was that the rate of wages would be raised five per cent if the prices of goods after the harvest should warrant such a step being taken. bbox=[6, 309, 180, 400]
paragraph: The Government decline prosecuting the editor of the Goulburn Post, on a charge of criminal libel, for which he had been committed for trial. bbox=[555, 389, 729, 435]
para-group bbox=[6, 715, 180, 738]
issue-date: August 23, 1870. bbox=[10, 4, 116, 19]
ad-items bbox=[931, 817, 1107, 908]
ad-line: Titles perfect. Terms—Half cash, balance any time within 12 months, without interest. bbox=[921, 1591, 1107, 1614]
paragraph: An hospital is to be erected in Edinburgh to the memory of Sir James Simpson. bbox=[6, 533, 180, 557]
paragraph: Three hundred thousand dollars is fixed as the subsidy for the new Australian line, and thirty days out for tenderers. bbox=[6, 1693, 180, 1728]
ad-date: TUESDAY, AUGUST 30th. bbox=[946, 1149, 1082, 1164]
paragraph: The harvest in France has proved a failure. bbox=[14, 1165, 179, 1177]
ad-body: H. E. OSBORNE has received instructions to sell by auction, on TUESDAY, 30th August, at the Prince of Wales Hotel, Dee-street, at 2 o'clock, that bbox=[921, 1192, 1107, 1238]
divider bbox=[921, 1143, 1107, 1144]
paragraph: Wheat, 10s 3d to 10s 4d per cental. bbox=[197, 501, 333, 513]
para-group bbox=[6, 88, 180, 458]
paragraph: The collection of tolls at 500 gates in England, ceased in one day. bbox=[6, 1117, 180, 1141]
paragraph: Referring to the Hohenzollern affair, the Moniteur says that the abandonment by Prussia of her present project is not enough; that France must take steps to prevent its recurrence, and demand entire liberty for South Germany, the evacuation of Mayence, the renunciation of military influence beyond the Maine, and the settlement of the Schleswig-Holstein question with Denmark. bbox=[6, 1388, 180, 1491]
section-title: SOUTH AUSTRALIA. bbox=[584, 600, 700, 612]
paragraph: Sir,—I believe that the law of trespass is very little understood by the community of Southland, and as the annexed extract which I have made from an Otago paper lays it down very clearly, you will, in my opinion, confer a benefit on the settlers generally if you will publish it.—I am, &c., X. bbox=[555, 1435, 729, 1515]
wanted-text: WANTED a Ploughman for the country. Apply at M'Intyre's Commercial Stables. bbox=[738, 1529, 912, 1553]
divider bbox=[738, 1390, 912, 1391]
ad-body: D. MACROBIE is instructed by Mr G. M'Clymont to sell by public auction, at the Galloway Arms Hotel, East Road, on FRIDAY, August 26th, bbox=[921, 321, 1107, 367]
ad-line: 50 HEAD CATTLE, bbox=[964, 503, 1064, 518]
list-item: 10 cases Tiffany's Queen's Jubilee Schnapps (stone pints) bbox=[931, 873, 1101, 897]
auction-ad bbox=[921, 1150, 1107, 1392]
ad-sig: Secretary. bbox=[1071, 1765, 1107, 1776]
dateline: July 4th. bbox=[146, 739, 180, 751]
paragraph: Mr Hall's line is considered too slow, and twenty days is thought enough for the voyage between San Francisco and Auckland. bbox=[189, 124, 363, 170]
publication-title: JUST PUBLISHED, bbox=[775, 1640, 875, 1655]
section-subtitle: (Compiled expressly for New Zealand, from the San Francisco Bulletin.) bbox=[190, 234, 362, 257]
paragraph: The Minister of War declares the army ready to move on the first signal. One corps is to operate against Spain. bbox=[6, 1339, 180, 1373]
paragraph: A very painful sensation was created in Melbourne on the 9th inst. by the sudden death of Mr James Webb, of Brighton. The deceased gentleman, who bbox=[189, 1675, 363, 1721]
paragraph: The Canterbury Convocation has appointed a committee to watch the proceedings of the Vatican. bbox=[6, 1177, 180, 1212]
section-header: Auction Sales bbox=[921, 30, 1107, 42]
list-item: 1 half-tierce Twist do bbox=[931, 828, 1014, 840]
theatre-line: WILL PERFORM THIS (TUESDAY) AND EVERY EVENING bbox=[740, 1059, 910, 1082]
divider bbox=[921, 485, 1107, 486]
paragraph: Mr Dean's return has been petitioned against. bbox=[555, 30, 729, 53]
paragraph: Rabbits are now being "preserved" at Warrnambool Meat Preserving Factory. These rabbits are mostly the plump fellows, and procured on the Perron Yalloch Common. Is 6d per couple is paid at the factory for all rabbits delivered in good order and condition, and the company can take any quantity at that figure. The meat is preserved in various shapes, and the skin is of course a merchantable article. Rabbits taken in snares and traps are preferred to those obtained with the gun, as in the latter case the shot marks cause discoloration in the flesh. A regular camp has been formed at the hunting-ground, and men, guns, dogs, ferrets, snares, and every other possible contrivance are being brought to bear in the reduction and capture of devoted bunnies. bbox=[372, 167, 546, 373]
divider bbox=[738, 1523, 912, 1524]
paragraph: The Prince and Princess of Wales have gone on a visit to Denmark. bbox=[6, 988, 180, 1011]
theatre-line: assisted by bbox=[804, 988, 846, 1000]
paragraph: The prospectus of the Tweed Manufacturing Company is advertised with a strong list of names as promoters of the undertaking. The capital is £15,000 in £10 shares. bbox=[555, 1123, 729, 1180]
paragraph: William Hickey has accepted the challenge issued by Rush, to pull him a 3 mile race for £100 a side. bbox=[372, 1161, 546, 1195]
paragraph: A grand reception was given at the Crystal Palace to M. de Lesseps. bbox=[6, 893, 180, 916]
theatre-line: the celebrated Negro Delineator, bbox=[762, 1048, 888, 1060]
ad-line: VALUABLE BUILDING SITE, bbox=[936, 1238, 1092, 1253]
paragraph: The fares to San Francisco were reduced to 130 dollars by the first English mail steamer from Australia via San Francisco on the 15th. bbox=[6, 1600, 180, 1646]
paragraph: There has been no apparent diminution in the ravages of small pox. bbox=[6, 1315, 180, 1338]
